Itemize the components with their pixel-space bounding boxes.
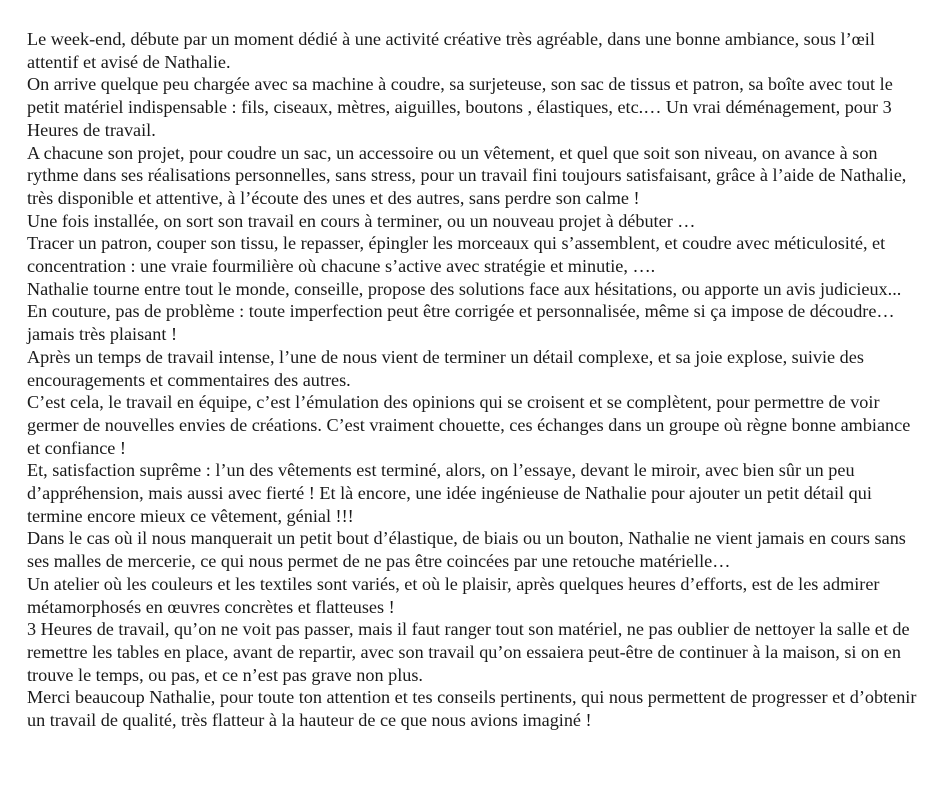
paragraph-teamwork: C’est cela, le travail en équipe, c’est l’émulation des opinions qui se croisent et se complètent, pour permettre de voir germer de nouvelles envies de créations. C’est vraiment chouette, ces échanges dans un groupe où règne bonne ambiance et confiance ! [27, 392, 911, 458]
paragraph-tasks: Tracer un patron, couper son tissu, le repasser, épingler les morceaux qui s’assemblent, et coudre avec méticulosité, et concentration : une vraie fourmilière où chacune s’active avec stratégie et minutie, …. [27, 233, 886, 277]
paragraph-haberdashery: Dans le cas où il nous manquerait un petit bout d’élastique, de biais ou un bouton, Nathalie ne vient jamais en cours sans ses malles de mercerie, ce qui nous permet de ne pas être coincées par une retouche matérielle… [27, 528, 906, 572]
paragraph-workshop: Un atelier où les couleurs et les textiles sont variés, et où le plaisir, après quelques heures d’efforts, est de les admirer métamorphosés en œuvres concrètes et flatteuses ! [27, 573, 880, 617]
paragraph-fitting: Et, satisfaction suprême : l’un des vêtements est terminé, alors, on l’essaye, devant le miroir, avec bien sûr un peu d’appréhension, mais aussi avec fierté ! Et là encore, une idée ingénieuse de Nathalie pour ajouter un petit détail qui termine encore mieux ce vêtement, génial !!! [27, 460, 872, 526]
document-body [27, 28, 920, 732]
paragraph-advice: Nathalie tourne entre tout le monde, conseille, propose des solutions face aux hésitations, ou apporte un avis judicieux... [27, 278, 902, 299]
paragraph-setup: Une fois installée, on sort son travail en cours à terminer, ou un nouveau projet à débuter … [27, 210, 696, 231]
paragraph-joy: Après un temps de travail intense, l’une de nous vient de terminer un détail complexe, et sa joie explose, suivie des encouragements et commentaires des autres. [27, 346, 864, 390]
paragraph-projects: A chacune son projet, pour coudre un sac, un accessoire ou un vêtement, et quel que soit son niveau, on avance à son rythme dans ses réalisations personnelles, sans stress, pour un travail fini toujours satisfaisant, grâce à l’aide de Nathalie, très disponible et attentive, à l’écoute des unes et des autres, sans perdre son calme ! [27, 142, 907, 208]
paragraph-cleanup: 3 Heures de travail, qu’on ne voit pas passer, mais il faut ranger tout son matériel, ne pas oublier de nettoyer la salle et de remettre les tables en place, avant de repartir, avec son travail qu’on essaiera peut-être de continuer à la maison, si on en trouve le temps, ou pas, et ce n’est pas grave non plus. [27, 619, 910, 685]
paragraph-arrival: On arrive quelque peu chargée avec sa machine à coudre, sa surjeteuse, son sac de tissus et patron, sa boîte avec tout le petit matériel indispensable : fils, ciseaux, mètres, aiguilles, boutons , élastiques, etc.… Un vrai déménagement, pour 3 Heures de travail. [27, 74, 893, 140]
paragraph-corrections: En couture, pas de problème : toute imperfection peut être corrigée et personnalisée, même si ça impose de découdre… jamais très plaisant ! [27, 301, 895, 345]
paragraph-thanks: Merci beaucoup Nathalie, pour toute ton attention et tes conseils pertinents, qui nous permettent de progresser et d’obtenir un travail de qualité, très flatteur à la hauteur de ce que nous avions imaginé ! [27, 687, 917, 731]
paragraph-intro: Le week-end, débute par un moment dédié à une activité créative très agréable, dans une bonne ambiance, sous l’œil attentif et avisé de Nathalie. [27, 29, 875, 72]
